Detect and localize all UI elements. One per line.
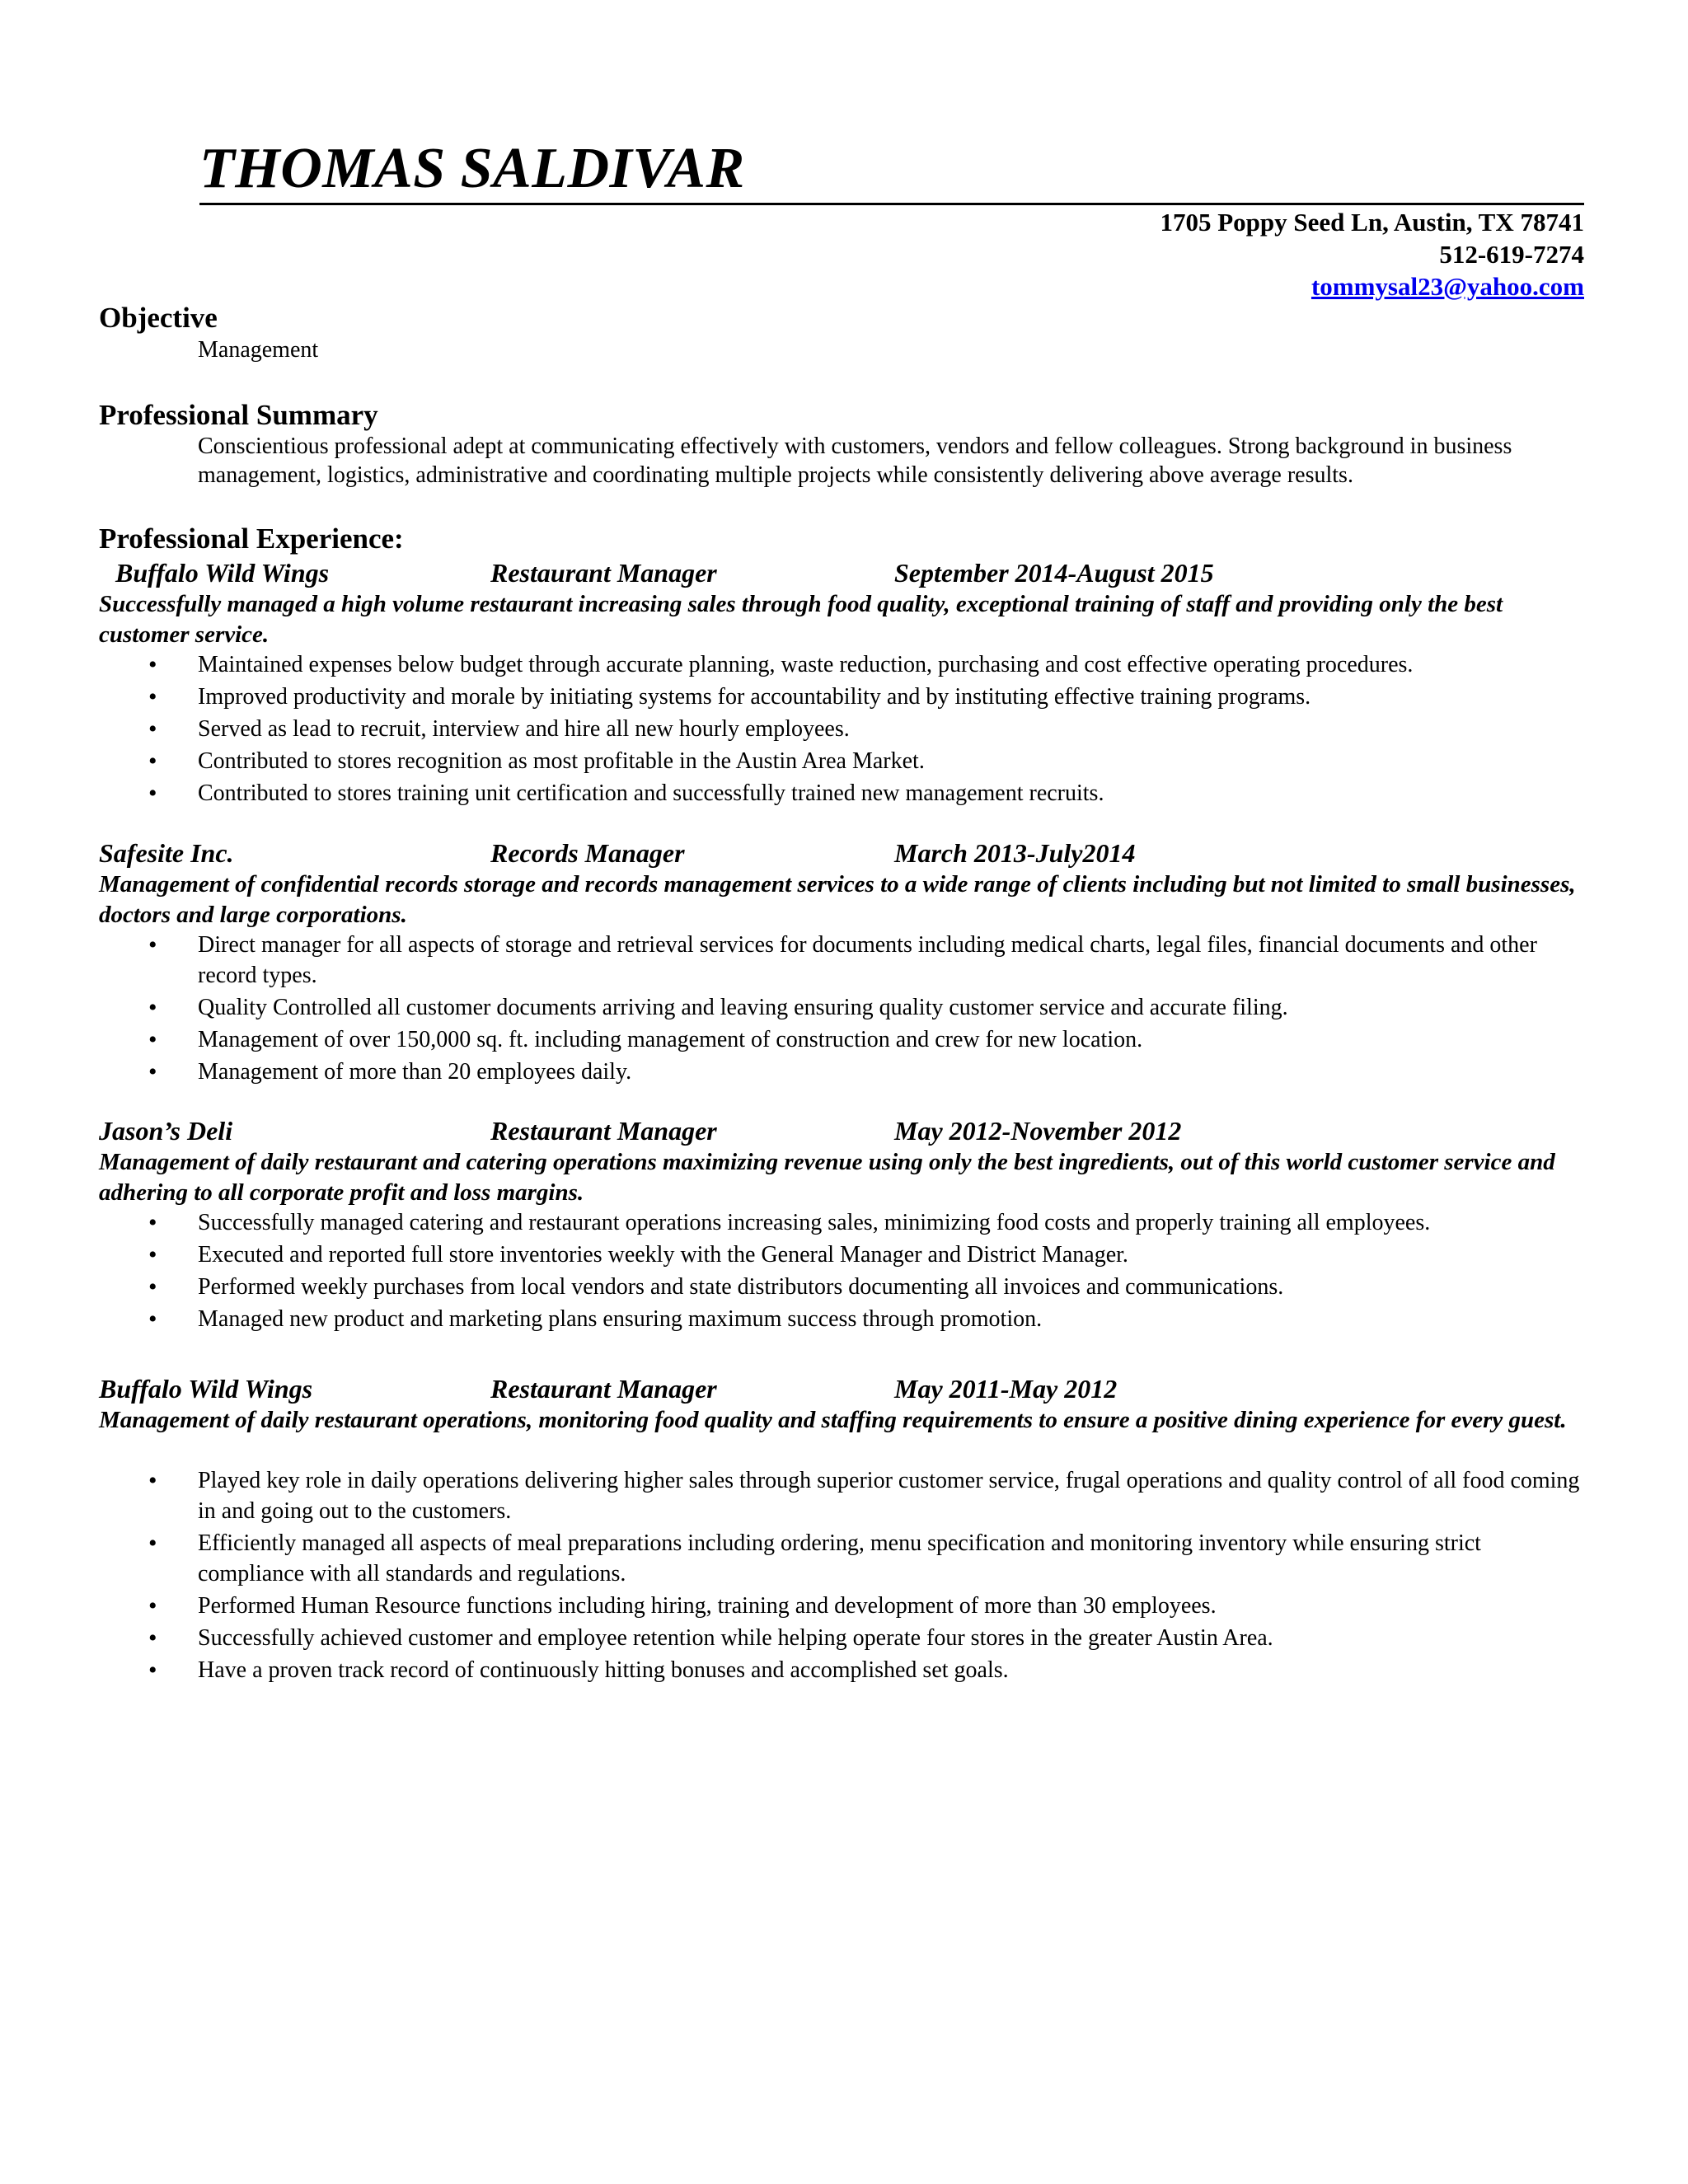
job-role: Restaurant Manager — [490, 558, 717, 588]
phone-line: 512-619-7274 — [1439, 240, 1584, 269]
job-role: Restaurant Manager — [490, 1116, 717, 1146]
job-bullets — [99, 649, 1582, 810]
job-dates: May 2011-May 2012 — [894, 1374, 1118, 1404]
candidate-name: THOMAS SALDIVAR — [199, 137, 745, 200]
list-item: • Contributed to stores recognition as most profitable in the Austin Area Market. — [99, 746, 1582, 776]
job-description: Management of daily restaurant and catering operations maximizing revenue using only the best ingredients, out of this world customer service and adhering to all corporate profit and loss margins. — [99, 1149, 1555, 1206]
job-description: Management of confidential records storage and records management services to a wide range of clients including but not limited to small businesses, doctors and large corporations. — [99, 871, 1576, 928]
list-item: • Performed weekly purchases from local vendors and state distributors documenting all invoices and communications. — [99, 1272, 1582, 1302]
job-bullets — [99, 1207, 1582, 1336]
job-header — [99, 837, 1582, 869]
address-line: 1705 Poppy Seed Ln, Austin, TX 78741 — [1160, 208, 1584, 237]
list-item: • Efficiently managed all aspects of meal preparations including ordering, menu specification and monitoring inventory while ensuring strict compliance with all standards and regulations. — [99, 1528, 1582, 1589]
list-item: • Successfully managed catering and restaurant operations increasing sales, minimizing food costs and properly training all employees. — [99, 1207, 1582, 1238]
job-dates: March 2013-July2014 — [894, 838, 1136, 868]
list-item: • Maintained expenses below budget through accurate planning, waste reduction, purchasing and cost effective operating procedures. — [99, 649, 1582, 680]
job-dates: September 2014-August 2015 — [894, 558, 1214, 588]
list-item: • Improved productivity and morale by initiating systems for accountability and by instituting effective training programs. — [99, 682, 1582, 712]
list-item: • Direct manager for all aspects of storage and retrieval services for documents including medical charts, legal files, financial documents and other record types. — [99, 930, 1582, 991]
list-item: • Played key role in daily operations delivering higher sales through superior customer service, frugal operations and quality control of all food coming in and going out to the customers. — [99, 1465, 1582, 1526]
list-item: • Have a proven track record of continuously hitting bonuses and accomplished set goals. — [99, 1655, 1582, 1685]
summary-text: Conscientious professional adept at communicating effectively with customers, vendors and fellow colleagues. Strong background in business management, logistics, administrative and coordinating multiple projects while consistently delivering above average results. — [198, 434, 1512, 488]
experience-heading: Professional Experience: — [99, 523, 404, 555]
job-dates: May 2012-November 2012 — [894, 1116, 1182, 1146]
name-underline — [199, 203, 1584, 205]
list-item: • Successfully achieved customer and employee retention while helping operate four stores in the greater Austin Area. — [99, 1623, 1582, 1653]
job-bullets — [99, 930, 1582, 1089]
summary-heading: Professional Summary — [99, 399, 378, 431]
job-header — [99, 1372, 1582, 1405]
job-description: Management of daily restaurant operations, monitoring food quality and staffing requirements to ensure a positive dining experience for every guest. — [99, 1407, 1567, 1433]
list-item: • Management of over 150,000 sq. ft. including management of construction and crew for new location. — [99, 1024, 1582, 1055]
job-description: Successfully managed a high volume restaurant increasing sales through food quality, exceptional training of staff and providing only the best customer service. — [99, 591, 1503, 648]
list-item: • Contributed to stores training unit certification and successfully trained new management recruits. — [99, 778, 1582, 808]
job-company: Buffalo Wild Wings — [115, 558, 330, 588]
objective-text: Management — [198, 337, 319, 363]
job-company: Safesite Inc. — [99, 838, 234, 868]
list-item: • Executed and reported full store inventories weekly with the General Manager and District Manager. — [99, 1240, 1582, 1270]
job-role: Restaurant Manager — [490, 1374, 717, 1404]
list-item: • Performed Human Resource functions including hiring, training and development of more than 30 employees. — [99, 1591, 1582, 1621]
objective-heading: Objective — [99, 302, 218, 334]
list-item: • Served as lead to recruit, interview and hire all new hourly employees. — [99, 714, 1582, 744]
job-bullets — [99, 1465, 1582, 1687]
contact-block — [1160, 206, 1585, 302]
job-header — [99, 556, 1582, 589]
list-item: • Management of more than 20 employees daily. — [99, 1057, 1582, 1087]
email-link[interactable]: tommysal23@yahoo.com — [1311, 272, 1584, 301]
job-role: Records Manager — [490, 838, 685, 868]
job-company: Jason’s Deli — [99, 1116, 233, 1146]
job-header — [99, 1114, 1582, 1147]
list-item: • Managed new product and marketing plans ensuring maximum success through promotion. — [99, 1304, 1582, 1334]
job-company: Buffalo Wild Wings — [99, 1374, 313, 1404]
list-item: • Quality Controlled all customer documents arriving and leaving ensuring quality customer service and accurate filing. — [99, 992, 1582, 1023]
